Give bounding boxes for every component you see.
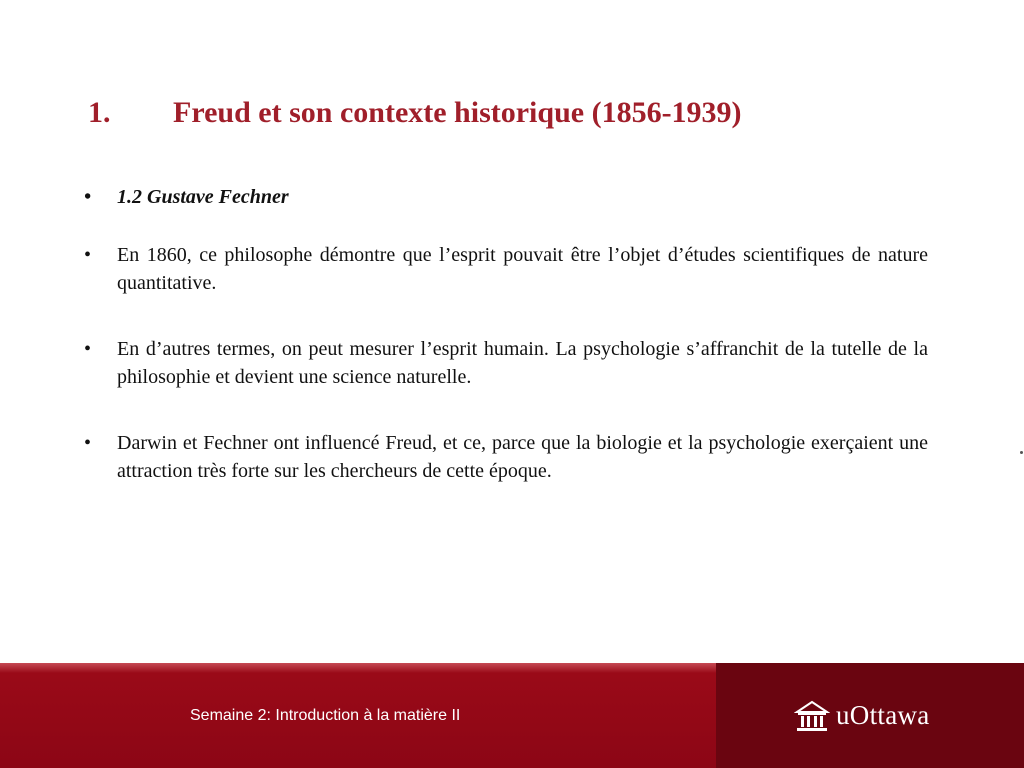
university-building-icon (794, 698, 830, 734)
bullet-dot: • (84, 338, 92, 360)
slide-title-number: 1. (88, 96, 111, 129)
slide-title-text: Freud et son contexte historique (1856-1939) (173, 96, 742, 129)
bullet-dot: • (84, 244, 92, 266)
slide-title (88, 96, 742, 130)
bullet-item-heading (84, 183, 928, 211)
footer-course-text: Semaine 2: Introduction à la matière II (190, 707, 461, 724)
bullet-item (84, 335, 928, 391)
bullet-dot: • (84, 186, 92, 208)
bullet-list (84, 183, 928, 523)
bullet-text: En d’autres termes, on peut mesurer l’esprit humain. La psychologie s’affranchit de la tutelle de la philosophie et devient une science naturelle. (117, 338, 928, 388)
bullet-text: En 1860, ce philosophe démontre que l’esprit pouvait être l’objet d’études scientifiques de nature quantitative. (117, 244, 928, 294)
footer-bar (0, 663, 1024, 768)
bullet-dot: • (84, 432, 92, 454)
bullet-text: 1.2 Gustave Fechner (117, 186, 289, 208)
footer-left-panel (0, 663, 716, 768)
bullet-item (84, 429, 928, 485)
bullet-item (84, 241, 928, 297)
footer-logo-panel (716, 663, 1024, 768)
bullet-text: Darwin et Fechner ont influencé Freud, et ce, parce que la biologie et la psychologie exerçaient une attraction très forte sur les chercheurs de cette époque. (117, 432, 928, 482)
stray-mark (1020, 451, 1023, 454)
logo-text: uOttawa (836, 700, 930, 730)
